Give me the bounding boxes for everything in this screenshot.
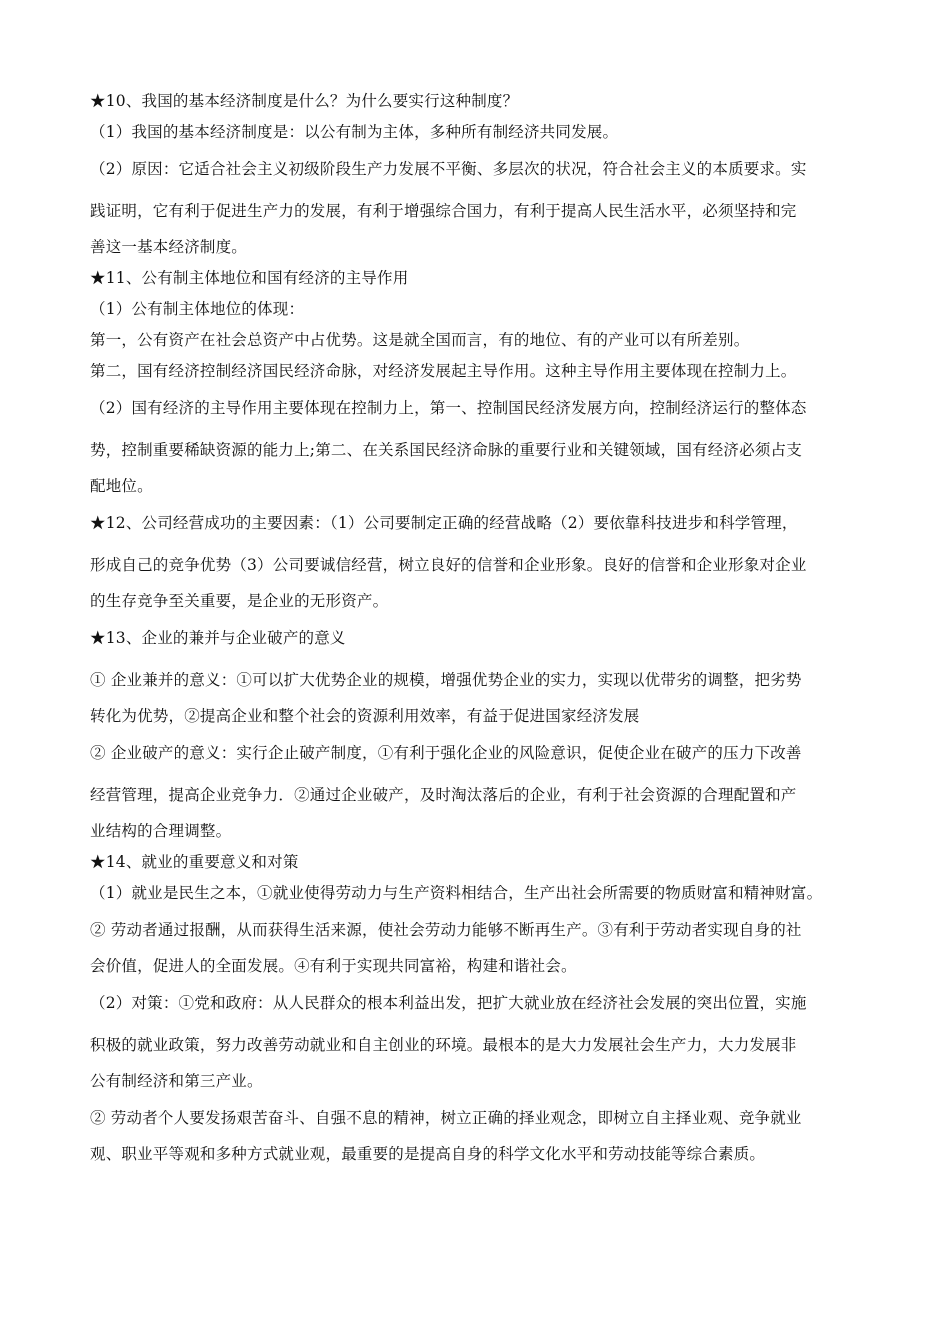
text-line: （1）就业是民生之本，①就业使得劳动力与生产资料相结合，生产出社会所需要的物质财富和精神财富。 bbox=[90, 884, 823, 902]
heading-q14: ★14、就业的重要意义和对策 bbox=[90, 853, 299, 871]
text-line: （2）对策：①党和政府：从人民群众的根本利益出发，把扩大就业放在经济社会发展的突出位置，实施 bbox=[90, 994, 807, 1012]
text-line: （1）公有制主体地位的体现： bbox=[90, 300, 305, 318]
text-line: ② 企业破产的意义：实行企止破产制度，①有利于强化企业的风险意识，促使企业在破产的压力下改善 bbox=[90, 744, 802, 762]
heading-q12: ★12、公司经营成功的主要因素：（1）公司要制定正确的经营战略（2）要依靠科技进步和科学管理， bbox=[90, 514, 798, 532]
text-line: 第一，公有资产在社会总资产中占优势。这是就全国而言，有的地位、有的产业可以有所差别。 bbox=[90, 331, 750, 349]
text-line: 公有制经济和第三产业。 bbox=[90, 1072, 263, 1090]
text-line: ② 劳动者通过报酬，从而获得生活来源，使社会劳动力能够不断再生产。③有利于劳动者实现自身的社 bbox=[90, 921, 802, 939]
text-line: 势，控制重要稀缺资源的能力上;第二、在关系国民经济命脉的重要行业和关键领域，国有经济必须占支 bbox=[90, 441, 802, 459]
text-line: 观、职业平等观和多种方式就业观，最重要的是提高自身的科学文化水平和劳动技能等综合素质。 bbox=[90, 1145, 766, 1163]
text-line: ② 劳动者个人要发扬艰苦奋斗、自强不息的精神，树立正确的择业观念，即树立自主择业观、竞争就业 bbox=[90, 1109, 802, 1127]
text-line: 第二，国有经济控制经济国民经济命脉，对经济发展起主导作用。这种主导作用主要体现在控制力上。 bbox=[90, 362, 797, 380]
text-line: （2）国有经济的主导作用主要体现在控制力上，第一、控制国民经济发展方向，控制经济运行的整体态 bbox=[90, 399, 807, 417]
document-page bbox=[90, 86, 862, 1170]
text-line: ① 企业兼并的意义：①可以扩大优势企业的规模，增强优势企业的实力，实现以优带劣的调整，把劣势 bbox=[90, 671, 802, 689]
heading-q11: ★11、公有制主体地位和国有经济的主导作用 bbox=[90, 269, 409, 287]
text-line: 践证明，它有利于促进生产力的发展，有利于增强综合国力，有利于提高人民生活水平，必须坚持和完 bbox=[90, 202, 797, 220]
text-line: 业结构的合理调整。 bbox=[90, 822, 232, 840]
heading-q10: ★10、我国的基本经济制度是什么？为什么要实行这种制度？ bbox=[90, 92, 519, 110]
text-line: 积极的就业政策，努力改善劳动就业和自主创业的环境。最根本的是大力发展社会生产力，大力发展非 bbox=[90, 1036, 797, 1054]
text-line: 善这一基本经济制度。 bbox=[90, 238, 248, 256]
text-line: （2）原因：它适合社会主义初级阶段生产力发展不平衡、多层次的状况，符合社会主义的本质要求。实 bbox=[90, 160, 807, 178]
text-line: 的生存竞争至关重要，是企业的无形资产。 bbox=[90, 592, 389, 610]
heading-q13: ★13、企业的兼并与企业破产的意义 bbox=[90, 629, 346, 647]
text-line: （1）我国的基本经济制度是：以公有制为主体，多种所有制经济共同发展。 bbox=[90, 123, 619, 141]
text-line: 转化为优势，②提高企业和整个社会的资源利用效率，有益于促进国家经济发展 bbox=[90, 707, 640, 725]
text-line: 经营管理，提高企业竞争力．②通过企业破产，及时淘汰落后的企业，有利于社会资源的合理配置和产 bbox=[90, 786, 797, 804]
text-line: 配地位。 bbox=[90, 477, 153, 495]
text-line: 形成自己的竞争优势（3）公司要诚信经营，树立良好的信誉和企业形象。良好的信誉和企业形象对企业 bbox=[90, 556, 807, 574]
text-line: 会价值，促进人的全面发展。④有利于实现共同富裕，构建和谐社会。 bbox=[90, 957, 577, 975]
